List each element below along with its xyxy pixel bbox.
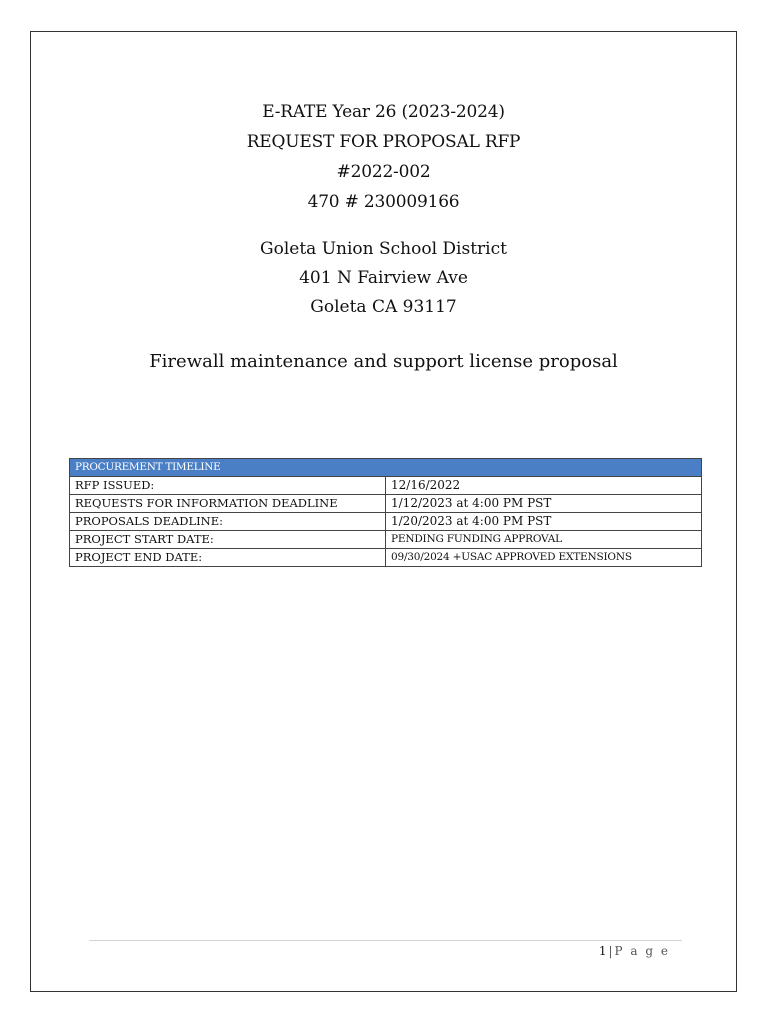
procurement-timeline-table: [69, 458, 702, 567]
row-label: REQUESTS FOR INFORMATION DEADLINE: [70, 495, 386, 513]
document-page: [30, 31, 737, 992]
row-label: RFP ISSUED:: [70, 477, 386, 495]
table-row: [70, 495, 702, 513]
row-value: 12/16/2022: [386, 477, 702, 495]
form-470-number: 470 # 230009166: [307, 192, 460, 212]
footer-divider: [89, 940, 682, 941]
title-block: [31, 97, 736, 217]
rfp-heading: REQUEST FOR PROPOSAL RFP: [246, 132, 521, 152]
district-address: 401 N Fairview Ave: [299, 268, 468, 288]
row-label: PROPOSALS DEADLINE:: [70, 513, 386, 531]
table-row: [70, 513, 702, 531]
program-year-title: E-RATE Year 26 (2023-2024): [262, 102, 505, 122]
table-row: [70, 531, 702, 549]
row-value: PENDING FUNDING APPROVAL: [386, 531, 702, 549]
district-name: Goleta Union School District: [260, 239, 507, 259]
row-value: 1/20/2023 at 4:00 PM PST: [386, 513, 702, 531]
table-row: [70, 549, 702, 567]
district-block: [31, 235, 736, 322]
row-label: PROJECT START DATE:: [70, 531, 386, 549]
row-value: 1/12/2023 at 4:00 PM PST: [386, 495, 702, 513]
page-separator: |: [608, 944, 613, 958]
table-row: [70, 477, 702, 495]
page-footer: [599, 942, 670, 960]
district-city: Goleta CA 93117: [310, 297, 457, 317]
proposal-subject: Firewall maintenance and support license proposal: [149, 351, 618, 372]
page-number: 1: [598, 944, 607, 958]
rfp-number: #2022-002: [336, 162, 431, 182]
table-header-row: [70, 459, 702, 477]
row-label: PROJECT END DATE:: [70, 549, 386, 567]
page-label: P a g e: [614, 944, 670, 958]
table-header: PROCUREMENT TIMELINE: [70, 459, 702, 477]
row-value: 09/30/2024 +USAC APPROVED EXTENSIONS: [386, 549, 702, 567]
